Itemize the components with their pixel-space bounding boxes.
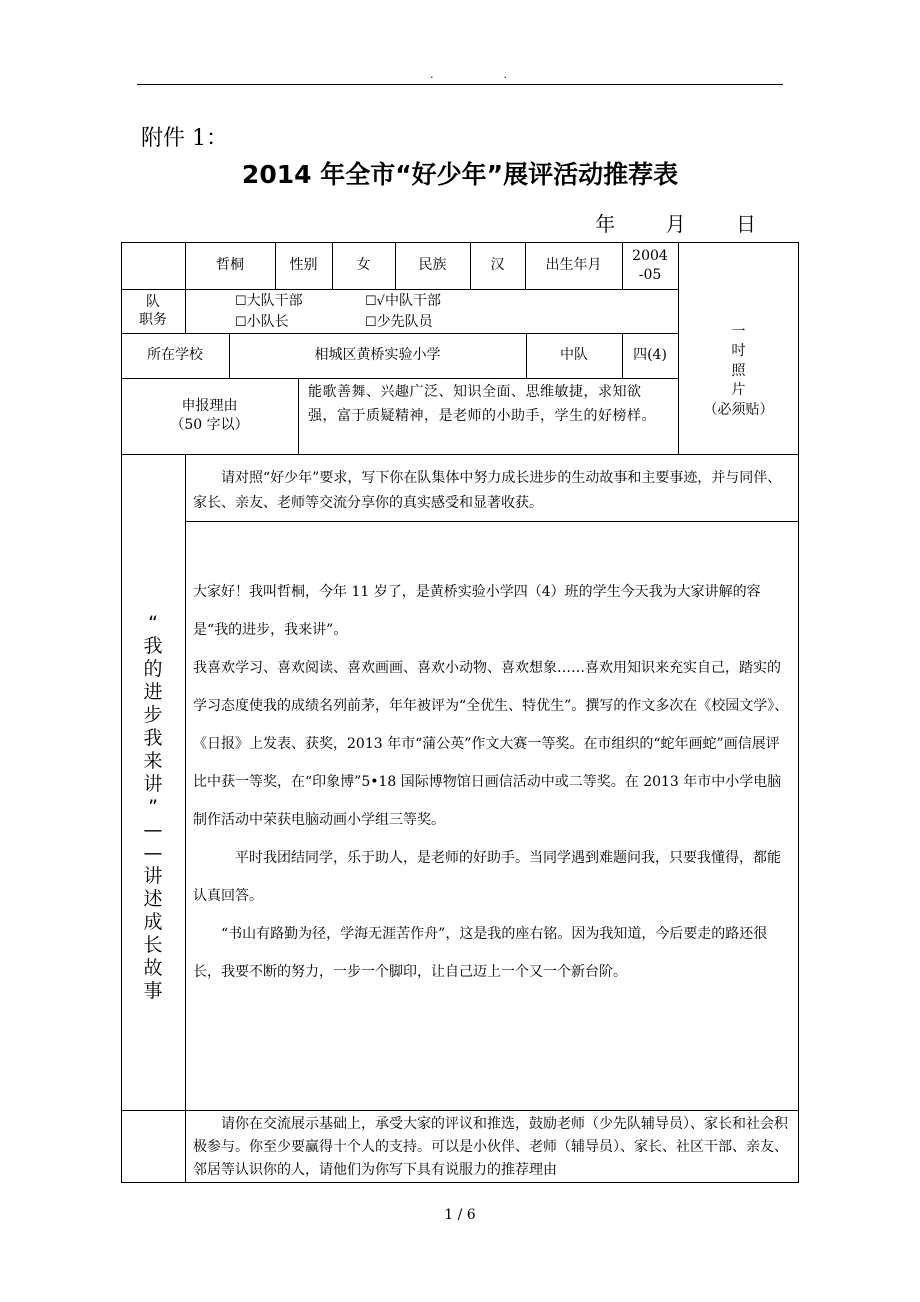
role-option-squad[interactable]: ☐√中队干部 [365,293,441,309]
reason-text: 能歌善舞、兴趣广泛、知识全面、思维敏捷，求知欲强，富于质疑精神，是老师的小助手，学生的好榜样。 [308,384,656,424]
birth-value [622,242,678,289]
checkbox-icon: ☐ [365,315,377,330]
page-title: 2014 年全市“好少年”展评活动推荐表 [241,160,679,189]
birth-month: -05 [638,266,662,283]
header-dots: .. [430,68,577,81]
story-paragraph: “书山有路勤为径，学海无涯苦作舟”，这是我的座右铭。因为我知道，今后要走的路还很长，我要不断的努力，一步一个脚印，让自己迈上一个又一个新台阶。 [193,926,768,980]
photo-placeholder: 一 吋 照 片 （必须贴） [703,323,774,418]
school-label: 所在学校 [147,347,203,364]
story-paragraph: 平时我团结同学，乐于助人，是老师的好助手。当同学遇到难题问我，只要我懂得，都能认真回答。 [193,850,781,904]
header-rule [137,84,783,85]
birth-label: 出生年月 [545,257,602,274]
school-value: 相城区黄桥实验小学 [314,347,441,364]
row-divider [121,454,799,455]
recommend-instruction: 请你在交流展示基础上，承受大家的评议和推选，鼓励老师（少先队辅导员）、家长和社会积极参与。你至少要赢得十个人的支持。可以是小伙伴、老师（辅导员）、家长、社区干部、亲友、邻居等认识你的人，请他们为你写下具有说服力的推荐理由 [193,1116,788,1178]
birth-year: 2004 [632,247,668,264]
story-body [193,573,793,991]
gender-label: 性别 [289,257,318,274]
row-divider [121,1110,799,1111]
col-divider [185,289,186,333]
name-value: 哲桐 [216,257,244,274]
squad-label: 中队 [560,347,588,364]
checkbox-icon: ☐ [235,315,247,330]
story-paragraph: 我喜欢学习、喜欢阅读、喜欢画画、喜欢小动物、喜欢想象……喜欢用知识来充实自己，踏实的学习态度使我的成绩名列前茅，年年被评为“全优生、特优生”。撰写的作文多次在《校园文学》、《日报》上发表、获奖，2013 年市“蒲公英”作文大赛一等奖。在市组织的“蛇年画蛇”画信展评比中获一等奖，在“印象博”5•18 国际博物馆日画信活动中或二等奖。在 2013 年市中小学电脑制作活动中荣获电脑动画小学组三等奖。 [193,660,789,828]
story-paragraph: 大家好！我叫哲桐，今年 11 岁了，是黄桥实验小学四（4）班的学生今天我为大家讲解的容是“我的进步，我来讲”。 [193,584,761,638]
row-divider [121,289,678,290]
gender-value: 女 [356,257,371,274]
col-divider [185,454,186,1183]
ethnicity-value: 汉 [490,257,505,274]
ethnicity-label: 民族 [418,257,447,274]
col-divider [298,378,299,454]
story-instruction: 请对照“好少年”要求，写下你在队集体中努力成长进步的生动故事和主要事迹，并与同伴、家长、亲友、老师等交流分享你的真实感受和显著收获。 [193,470,782,511]
page-number: 1 / 6 [444,1207,476,1223]
checked-checkbox-icon: ☐√ [365,294,385,309]
story-section-title: “ 我 的 进 步 我 来 讲 ” — — 讲 述 成 长 故 事 [143,612,163,1002]
role-option-member[interactable]: ☐少先队员 [365,314,433,330]
date-label: 年 月 日 [595,212,778,236]
squad-value: 四(4) [633,347,667,364]
role-option-team-leader[interactable]: ☐小队长 [235,314,289,330]
row-divider [185,521,799,522]
role-option-brigade[interactable]: ☐大队干部 [235,293,303,309]
checkbox-icon: ☐ [235,294,247,309]
reason-label: 申报理由 （50 字以） [170,398,249,433]
role-label: 队 职务 [139,293,167,328]
attachment-label: 附件 1： [141,126,228,151]
